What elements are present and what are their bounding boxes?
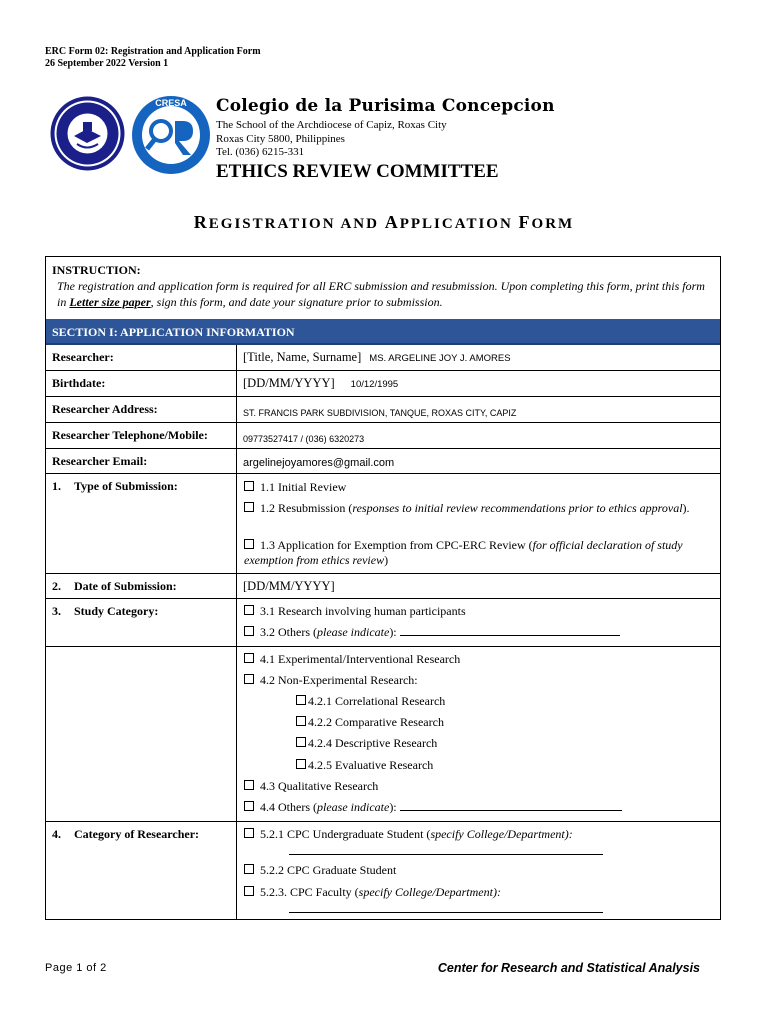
- college-seal-logo: [50, 96, 125, 171]
- option-exemption[interactable]: [244, 538, 714, 568]
- option-undergraduate-label: 5.2.1 CPC Undergraduate Student (: [260, 827, 431, 841]
- checkbox[interactable]: [244, 801, 254, 811]
- study-category-label-text: Study Category:: [74, 604, 159, 618]
- option-experimental-label: 4.1 Experimental/Interventional Research: [260, 652, 461, 666]
- birthdate-field[interactable]: [243, 376, 398, 391]
- form-title: [0, 212, 768, 233]
- form-id: ERC Form 02: Registration and Application Form: [45, 46, 261, 57]
- checkbox[interactable]: [244, 502, 254, 512]
- researcher-row: [46, 345, 720, 371]
- option-non-experimental[interactable]: [244, 673, 714, 688]
- page-number: Page 1 of 2: [45, 962, 107, 974]
- checkbox[interactable]: [244, 780, 254, 790]
- checkbox[interactable]: [244, 886, 254, 896]
- email-value: argelinejoyamores@gmail.com: [243, 457, 395, 469]
- research-type-label-cell: [46, 647, 237, 821]
- email-row: [46, 449, 720, 474]
- form-title-initial-2: A: [384, 212, 400, 232]
- option-resubmission-note: responses to initial review recommendations prior to ethics approval: [352, 501, 683, 515]
- checkbox[interactable]: [244, 828, 254, 838]
- checkbox[interactable]: [244, 605, 254, 615]
- phone-field[interactable]: [243, 431, 364, 446]
- committee-title: ETHICS REVIEW COMMITTEE: [216, 161, 499, 182]
- footer-center-name: Center for Research and Statistical Analysis: [437, 961, 700, 975]
- instruction-emphasis: Letter size paper: [69, 295, 151, 309]
- submission-type-label: [46, 474, 237, 573]
- checkbox[interactable]: [244, 864, 254, 874]
- option-non-experimental-label: 4.2 Non-Experimental Research:: [260, 673, 418, 687]
- option-human-participants[interactable]: [244, 604, 714, 619]
- option-type-others[interactable]: [244, 800, 714, 815]
- address-value: ST. FRANCIS PARK SUBDIVISION, TANQUE, ROXAS CITY, CAPIZ: [243, 408, 517, 418]
- researcher-category-row: [46, 822, 720, 919]
- option-comparative[interactable]: [296, 715, 766, 730]
- cresa-logo-text: CRESA: [155, 98, 187, 108]
- option-initial-review[interactable]: [244, 480, 714, 495]
- undergraduate-blank[interactable]: [289, 844, 603, 855]
- phone-value: 09773527417 / (036) 6320273: [243, 434, 365, 444]
- date-submission-hint: [DD/MM/YYYY]: [243, 579, 335, 593]
- address-row: [46, 397, 720, 423]
- submission-type-row: [46, 474, 720, 574]
- checkbox[interactable]: [244, 481, 254, 491]
- option-correlational[interactable]: [296, 694, 766, 709]
- faculty-blank[interactable]: [289, 902, 603, 913]
- option-study-others-end: ):: [389, 625, 400, 639]
- option-type-others-label: 4.4 Others (: [260, 800, 317, 814]
- option-experimental[interactable]: [244, 652, 714, 667]
- option-faculty[interactable]: [244, 885, 714, 900]
- option-correlational-label: 4.2.1 Correlational Research: [308, 694, 446, 708]
- option-study-others-label: 3.2 Others (: [260, 625, 317, 639]
- instruction-text-1: The registration and application form is required for all ERC submission and resubmission. Upon completing this form, print this form in: [57, 279, 705, 309]
- option-graduate[interactable]: [244, 863, 714, 878]
- phone-label: Researcher Telephone/Mobile:: [46, 423, 237, 448]
- email-label: Researcher Email:: [46, 449, 237, 473]
- birthdate-value: 10/12/1995: [350, 379, 399, 390]
- study-category-label: [46, 599, 237, 646]
- address-line-3: Tel. (036) 6215-331: [216, 146, 305, 158]
- researcher-value: MS. ARGELINE JOY J. AMORES: [369, 353, 511, 364]
- form-title-initial-3: F: [518, 212, 532, 232]
- birthdate-label: Birthdate:: [46, 371, 237, 396]
- study-category-row: [46, 599, 720, 647]
- date-submission-field[interactable]: [243, 579, 335, 594]
- option-descriptive[interactable]: [296, 736, 766, 751]
- study-category-number: 3.: [52, 604, 61, 618]
- checkbox[interactable]: [244, 626, 254, 636]
- researcher-hint: [Title, Name, Surname]: [243, 350, 362, 364]
- option-study-others-note: please indicate: [317, 625, 390, 639]
- option-exemption-note: for official declaration of study exemption from ethics review: [244, 538, 683, 567]
- submission-type-label-text: Type of Submission:: [74, 479, 178, 493]
- checkbox[interactable]: [244, 539, 254, 549]
- option-resubmission-end: ).: [682, 501, 690, 515]
- option-undergraduate[interactable]: [244, 827, 714, 842]
- type-others-blank[interactable]: [400, 800, 622, 811]
- date-submission-label: [46, 574, 237, 598]
- option-faculty-label: 5.2.3. CPC Faculty (: [260, 885, 359, 899]
- address-line-2: Roxas City 5800, Philippines: [216, 133, 345, 145]
- address-line-1: The School of the Archdiocese of Capiz, Roxas City: [216, 119, 447, 131]
- researcher-category-label: [46, 822, 237, 919]
- form-title-rest-1: EGISTRATION AND: [208, 216, 385, 232]
- checkbox[interactable]: [296, 695, 306, 705]
- form-title-rest-2: PPLICATION: [399, 216, 519, 232]
- option-exemption-end: ): [384, 553, 389, 567]
- form-title-initial-1: R: [193, 212, 209, 232]
- date-submission-label-text: Date of Submission:: [74, 579, 177, 593]
- checkbox[interactable]: [296, 737, 306, 747]
- cresa-logo: [131, 93, 211, 177]
- option-exemption-label: 1.3 Application for Exemption from CPC-ERC Review (: [260, 538, 533, 552]
- researcher-category-number: 4.: [52, 827, 61, 841]
- option-comparative-label: 4.2.2 Comparative Research: [308, 715, 444, 729]
- option-resubmission-label: 1.2 Resubmission (: [260, 501, 353, 515]
- option-type-others-note: please indicate: [317, 800, 390, 814]
- option-human-participants-label: 3.1 Research involving human participants: [260, 604, 466, 618]
- checkbox[interactable]: [244, 674, 254, 684]
- researcher-category-label-text: Category of Researcher:: [74, 827, 200, 841]
- instruction-text: [52, 278, 712, 310]
- submission-type-number: 1.: [52, 479, 61, 493]
- checkbox[interactable]: [296, 716, 306, 726]
- option-qualitative-label: 4.3 Qualitative Research: [260, 779, 379, 793]
- instruction-text-2: , sign this form, and date your signature prior to submission.: [150, 295, 443, 309]
- researcher-field[interactable]: [243, 350, 511, 365]
- researcher-label: Researcher:: [46, 345, 237, 370]
- option-type-others-end: ):: [389, 800, 400, 814]
- section-1-header: SECTION I: APPLICATION INFORMATION: [46, 319, 720, 345]
- birthdate-row: [46, 371, 720, 397]
- option-descriptive-label: 4.2.4 Descriptive Research: [308, 736, 438, 750]
- date-submission-row: [46, 574, 720, 599]
- study-others-blank[interactable]: [400, 625, 620, 636]
- instruction-block: [52, 262, 712, 310]
- address-field[interactable]: [243, 405, 516, 420]
- email-field[interactable]: [243, 455, 394, 470]
- option-initial-review-label: 1.1 Initial Review: [260, 480, 347, 494]
- address-label: Researcher Address:: [46, 397, 237, 422]
- research-type-row: [46, 647, 720, 822]
- option-graduate-label: 5.2.2 CPC Graduate Student: [260, 863, 397, 877]
- birthdate-hint: [DD/MM/YYYY]: [243, 376, 335, 390]
- form-version: 26 September 2022 Version 1: [45, 58, 169, 69]
- college-name: Colegio de la Purisima Concepcion: [216, 96, 555, 116]
- option-evaluative[interactable]: [296, 758, 766, 773]
- checkbox[interactable]: [296, 759, 306, 769]
- option-faculty-note: specify College/Department):: [358, 885, 501, 899]
- checkbox[interactable]: [244, 653, 254, 663]
- form-title-rest-3: ORM: [531, 216, 575, 232]
- option-undergraduate-note: specify College/Department):: [430, 827, 573, 841]
- option-study-others[interactable]: [244, 625, 714, 640]
- phone-row: [46, 423, 720, 449]
- option-resubmission[interactable]: [244, 501, 714, 516]
- date-submission-number: 2.: [52, 579, 61, 593]
- option-evaluative-label: 4.2.5 Evaluative Research: [308, 758, 434, 772]
- option-qualitative[interactable]: [244, 779, 714, 794]
- instruction-title: INSTRUCTION:: [52, 263, 141, 277]
